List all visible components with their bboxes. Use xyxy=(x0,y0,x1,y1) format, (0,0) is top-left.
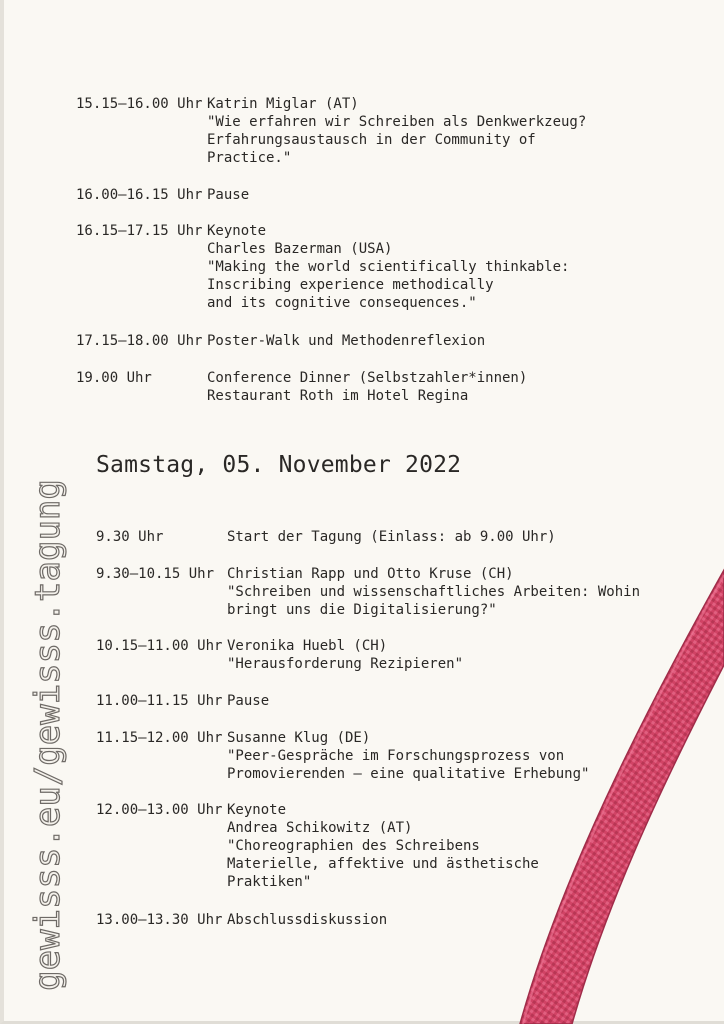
entry-line: Andrea Schikowitz (AT) xyxy=(227,820,413,836)
entry-time: 19.00 Uhr xyxy=(76,370,152,386)
entry-line: Poster-Walk und Methodenreflexion xyxy=(207,333,486,349)
entry-line: Practice." xyxy=(207,150,292,166)
entry-line: Keynote xyxy=(207,223,267,239)
entry-time: 13.00–13.30 Uhr xyxy=(96,912,223,928)
entry-line: Conference Dinner (Selbstzahler*innen) xyxy=(207,370,528,386)
side-url: gewisss.eu/gewisss.tagung xyxy=(28,479,68,991)
entry-line: Pause xyxy=(227,693,270,709)
entry-line: Inscribing experience methodically xyxy=(207,277,494,293)
entry-line: Veronika Huebl (CH) xyxy=(227,638,388,654)
entry-line: "Peer-Gespräche im Forschungsprozess von xyxy=(227,748,565,764)
entry-time: 15.15–16.00 Uhr xyxy=(76,96,203,112)
entry-line: Pause xyxy=(207,187,250,203)
entry-line: and its cognitive consequences." xyxy=(207,295,477,311)
entry-line: Keynote xyxy=(227,802,287,818)
entry-line: Materielle, affektive und ästhetische xyxy=(227,856,539,872)
entry-time: 9.30 Uhr xyxy=(96,529,164,545)
entry-line: Christian Rapp und Otto Kruse (CH) xyxy=(227,566,514,582)
entry-line: "Herausforderung Rezipieren" xyxy=(227,656,464,672)
entry-line: Katrin Miglar (AT) xyxy=(207,96,359,112)
entry-time: 17.15–18.00 Uhr xyxy=(76,333,203,349)
entry-line: Promovierenden – eine qualitative Erhebung" xyxy=(227,766,590,782)
entry-line: "Choreographien des Schreibens xyxy=(227,838,480,854)
entry-time: 11.15–12.00 Uhr xyxy=(96,730,223,746)
entry-line: "Making the world scientifically thinkable: xyxy=(207,259,570,275)
entry-line: Start der Tagung (Einlass: ab 9.00 Uhr) xyxy=(227,529,556,545)
entry-time: 10.15–11.00 Uhr xyxy=(96,638,223,654)
entry-line: Abschlussdiskussion xyxy=(227,912,388,928)
entry-time: 9.30–10.15 Uhr xyxy=(96,566,215,582)
entry-line: Susanne Klug (DE) xyxy=(227,730,371,746)
entry-line: Praktiken" xyxy=(227,874,312,890)
entry-time: 11.00–11.15 Uhr xyxy=(96,693,223,709)
entry-time: 12.00–13.00 Uhr xyxy=(96,802,223,818)
entry-line: Erfahrungsaustausch in der Community of xyxy=(207,132,536,148)
entry-line: Charles Bazerman (USA) xyxy=(207,241,393,257)
entry-time: 16.00–16.15 Uhr xyxy=(76,187,203,203)
entry-time: 16.15–17.15 Uhr xyxy=(76,223,203,239)
day-heading: Samstag, 05. November 2022 xyxy=(96,452,462,478)
entry-line: Restaurant Roth im Hotel Regina xyxy=(207,388,469,404)
entry-line: "Wie erfahren wir Schreiben als Denkwerkzeug? xyxy=(207,114,587,130)
entry-line: bringt uns die Digitalisierung?" xyxy=(227,602,497,618)
entry-line: "Schreiben und wissenschaftliches Arbeiten: Wohin xyxy=(227,584,641,600)
